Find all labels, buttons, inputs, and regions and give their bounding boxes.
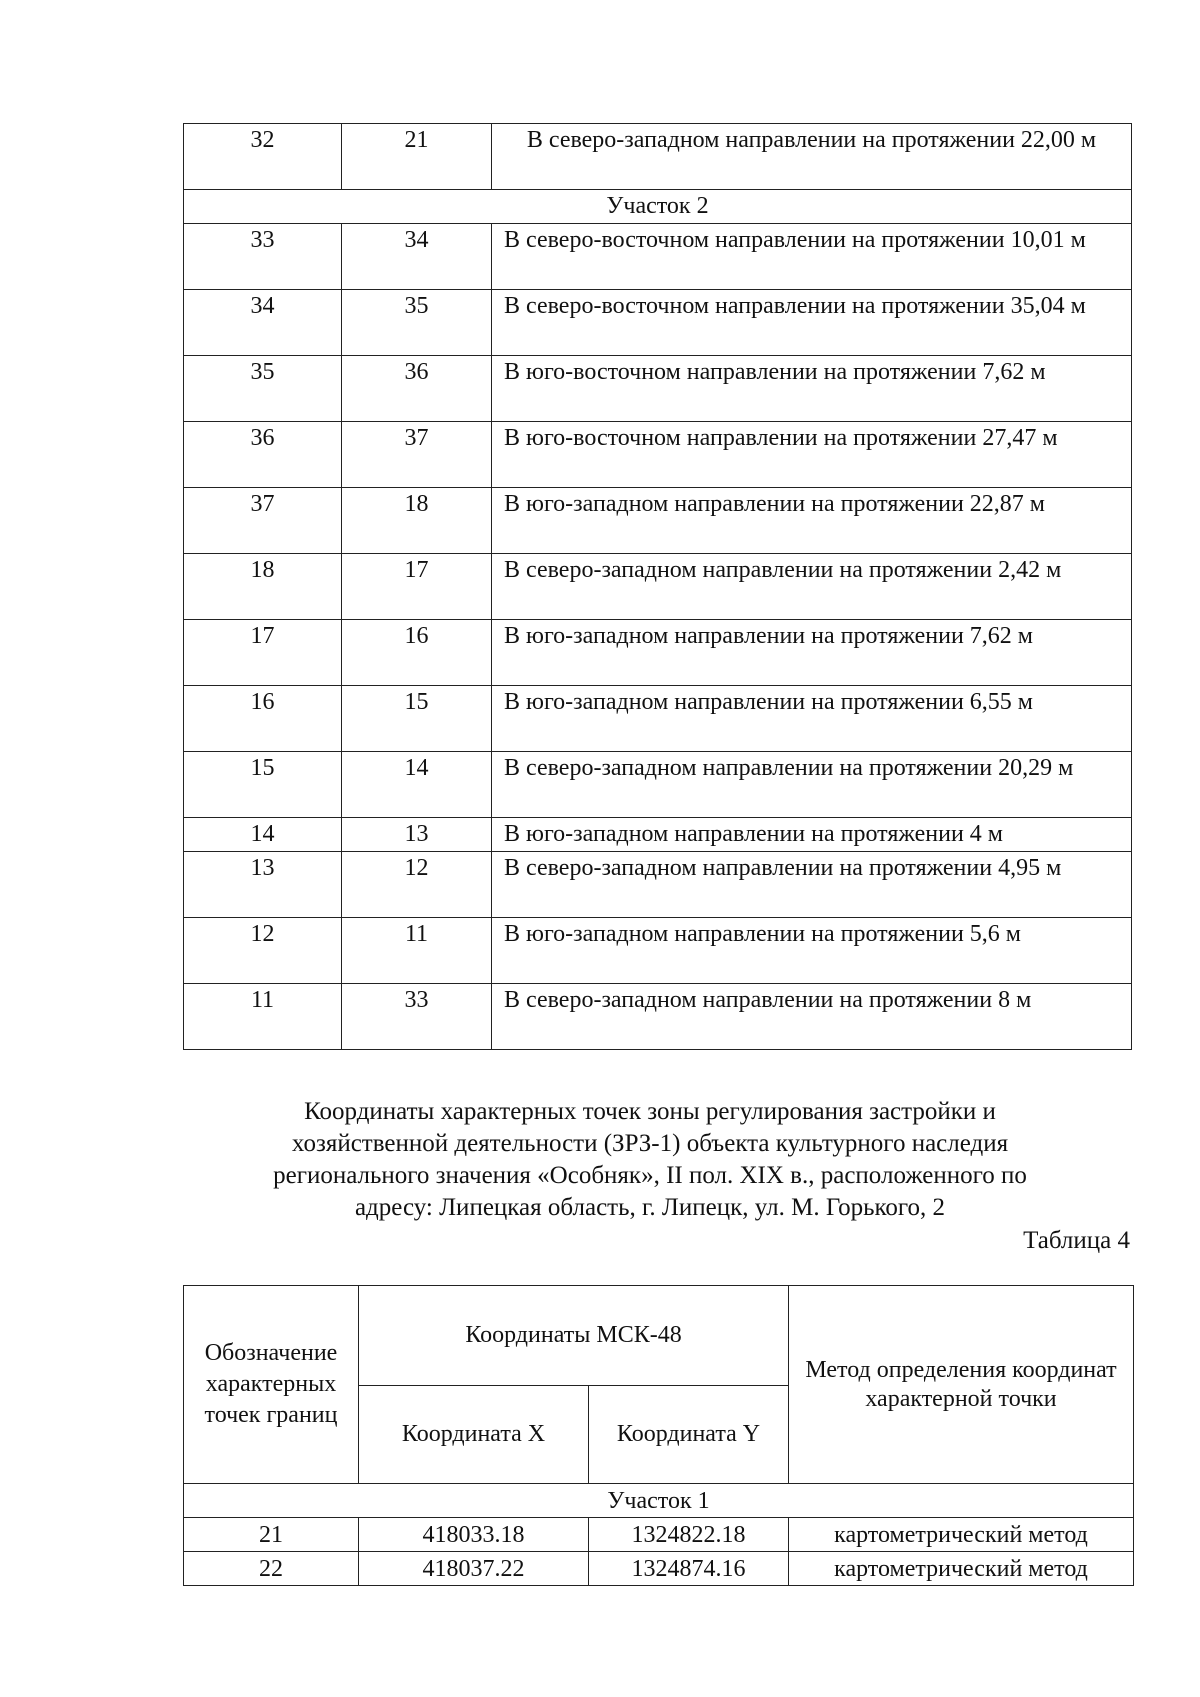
segment-description: В северо-западном направлении на протяжении 22,00 м — [492, 124, 1132, 190]
point-to: 17 — [342, 554, 492, 620]
point-from: 32 — [184, 124, 342, 190]
section-row — [184, 190, 1132, 224]
segment-description: В северо-восточном направлении на протяжении 10,01 м — [492, 224, 1132, 290]
point-id: 21 — [184, 1518, 359, 1552]
method: картометрический метод — [789, 1552, 1134, 1586]
point-to: 18 — [342, 488, 492, 554]
table-row — [184, 984, 1132, 1050]
table-row — [184, 224, 1132, 290]
header-points: Обозначение характерных точек границ — [184, 1286, 359, 1484]
coordinates-table — [183, 1285, 1134, 1586]
point-from: 35 — [184, 356, 342, 422]
boundary-description-table — [183, 123, 1132, 1050]
table-row — [184, 488, 1132, 554]
segment-description: В северо-западном направлении на протяжении 8 м — [492, 984, 1132, 1050]
point-to: 36 — [342, 356, 492, 422]
point-from: 36 — [184, 422, 342, 488]
segment-description: В юго-западном направлении на протяжении 22,87 м — [492, 488, 1132, 554]
table-row — [184, 1518, 1134, 1552]
table-row — [184, 422, 1132, 488]
section-label: Участок 1 — [184, 1484, 1134, 1518]
segment-description: В юго-западном направлении на протяжении 6,55 м — [492, 686, 1132, 752]
segment-description: В северо-восточном направлении на протяжении 35,04 м — [492, 290, 1132, 356]
segment-description: В юго-западном направлении на протяжении 5,6 м — [492, 918, 1132, 984]
table-row — [184, 620, 1132, 686]
point-from: 34 — [184, 290, 342, 356]
coord-y: 1324822.18 — [589, 1518, 789, 1552]
table-number: Таблица 4 — [1023, 1227, 1130, 1254]
point-to: 16 — [342, 620, 492, 686]
point-to: 12 — [342, 852, 492, 918]
header-coordinates: Координаты МСК-48 — [359, 1286, 789, 1386]
header-method: Метод определения координат характерной точки — [789, 1286, 1134, 1484]
caption-line: адресу: Липецкая область, г. Липецк, ул. М. Горького, 2 — [354, 1194, 946, 1221]
table-row — [184, 818, 1132, 852]
method: картометрический метод — [789, 1518, 1134, 1552]
segment-description: В юго-западном направлении на протяжении 7,62 м — [492, 620, 1132, 686]
segment-description: В северо-западном направлении на протяжении 20,29 м — [492, 752, 1132, 818]
point-from: 18 — [184, 554, 342, 620]
table-row — [184, 752, 1132, 818]
section-label: Участок 2 — [184, 190, 1132, 224]
table-row — [184, 686, 1132, 752]
coord-x: 418033.18 — [359, 1518, 589, 1552]
segment-description: В юго-восточном направлении на протяжении 27,47 м — [492, 422, 1132, 488]
table-row — [184, 356, 1132, 422]
caption-line: хозяйственной деятельности (ЗРЗ-1) объекта культурного наследия — [291, 1130, 1009, 1157]
table-row — [184, 1552, 1134, 1586]
point-to: 35 — [342, 290, 492, 356]
point-from: 11 — [184, 984, 342, 1050]
table-row — [184, 290, 1132, 356]
point-from: 14 — [184, 818, 342, 852]
caption-line: регионального значения «Особняк», II пол. XIX в., расположенного по — [273, 1162, 1027, 1189]
segment-description: В северо-западном направлении на протяжении 2,42 м — [492, 554, 1132, 620]
table-row — [184, 852, 1132, 918]
point-to: 34 — [342, 224, 492, 290]
point-to: 37 — [342, 422, 492, 488]
coord-x: 418037.22 — [359, 1552, 589, 1586]
point-from: 37 — [184, 488, 342, 554]
table-caption — [200, 1096, 1100, 1224]
point-from: 16 — [184, 686, 342, 752]
point-id: 22 — [184, 1552, 359, 1586]
point-to: 15 — [342, 686, 492, 752]
point-from: 12 — [184, 918, 342, 984]
caption-line: Координаты характерных точек зоны регулирования застройки и — [304, 1098, 996, 1125]
coord-y: 1324874.16 — [589, 1552, 789, 1586]
table-body — [184, 1518, 1134, 1586]
header-row — [184, 1286, 1134, 1386]
table-row — [184, 918, 1132, 984]
point-to: 21 — [342, 124, 492, 190]
segment-description: В юго-восточном направлении на протяжении 7,62 м — [492, 356, 1132, 422]
point-to: 13 — [342, 818, 492, 852]
table-body — [184, 224, 1132, 1050]
point-to: 11 — [342, 918, 492, 984]
point-from: 15 — [184, 752, 342, 818]
point-to: 14 — [342, 752, 492, 818]
table-row — [184, 124, 1132, 190]
point-from: 33 — [184, 224, 342, 290]
segment-description: В северо-западном направлении на протяжении 4,95 м — [492, 852, 1132, 918]
table-row — [184, 554, 1132, 620]
point-from: 13 — [184, 852, 342, 918]
header-y: Координата Y — [589, 1386, 789, 1484]
section-row — [184, 1484, 1134, 1518]
point-from: 17 — [184, 620, 342, 686]
header-x: Координата X — [359, 1386, 589, 1484]
segment-description: В юго-западном направлении на протяжении 4 м — [492, 818, 1132, 852]
point-to: 33 — [342, 984, 492, 1050]
